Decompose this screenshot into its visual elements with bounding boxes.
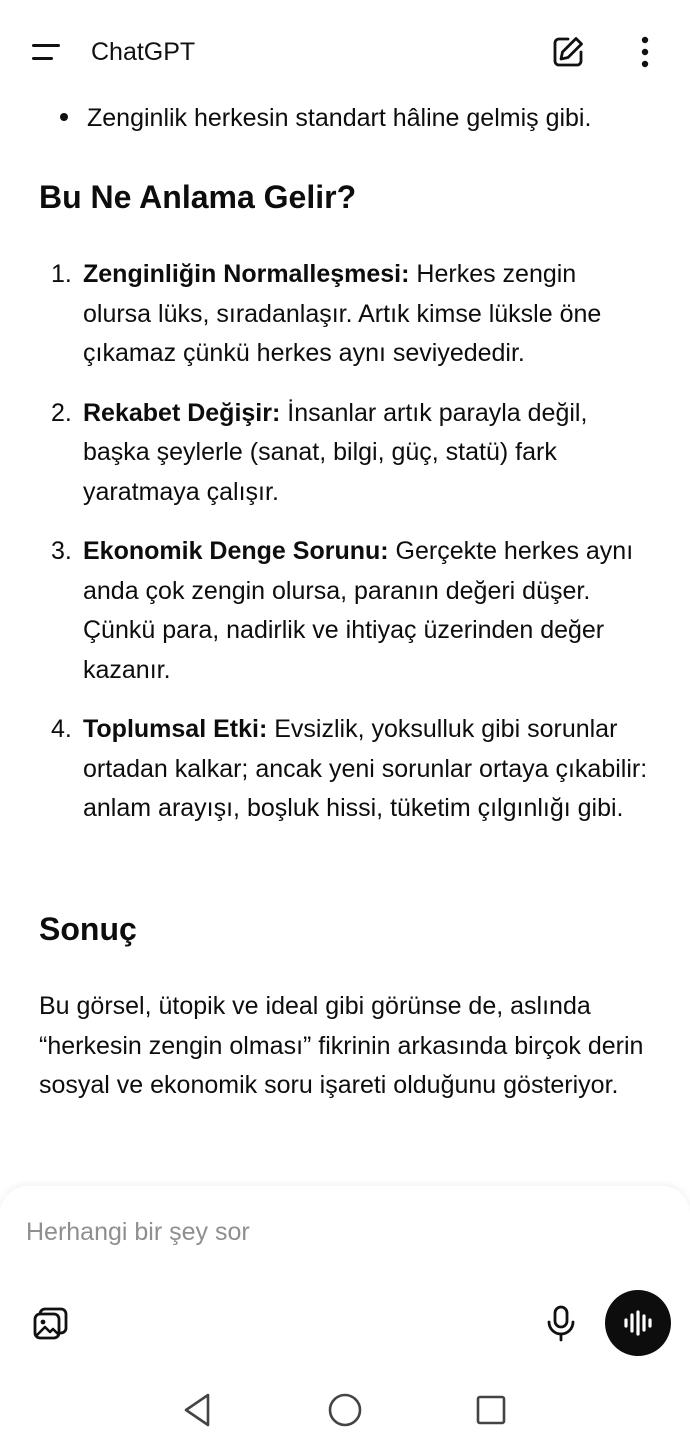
- point-title: Toplumsal Etki:: [83, 715, 268, 743]
- heading-meaning: Bu Ne Anlama Gelir?: [39, 179, 357, 215]
- list-number: 1.: [51, 260, 72, 288]
- menu-icon: [32, 44, 60, 47]
- result-paragraph: Bu görsel, ütopik ve ideal gibi görünse de, aslında “herkesin zengin olması” fikrinin arkasında birçok derin sosyal ve ekonomik soru işareti olduğunu gösteriyor.: [39, 992, 644, 1099]
- edit-icon: [546, 30, 590, 74]
- point-title: Zenginliğin Normalleşmesi:: [83, 260, 410, 288]
- point-text: Gerçekte herkes aynı anda çok zengin olursa, paranın değeri düşer. Çünkü para, nadirlik ve ihtiyaç üzerinden değer kazanır.: [83, 537, 634, 684]
- numbered-list: [0, 255, 690, 849]
- more-options-button[interactable]: [623, 30, 667, 74]
- list-number: 3.: [51, 537, 72, 565]
- bullet-dot: [60, 113, 68, 121]
- list-item: [0, 710, 690, 829]
- point-title: Ekonomik Denge Sorunu:: [83, 537, 389, 565]
- list-item: [0, 394, 690, 513]
- top-app-bar: [0, 0, 690, 104]
- point-text: İnsanlar artık parayla değil, başka şeylerle (sanat, bilgi, güç, statü) fark yaratmaya çalışır.: [83, 398, 588, 506]
- home-circle-icon: [325, 1390, 365, 1430]
- attach-image-button[interactable]: [30, 1301, 74, 1345]
- microphone-button[interactable]: [539, 1301, 583, 1345]
- system-navigation-bar: [0, 1366, 690, 1449]
- back-triangle-icon: [178, 1390, 218, 1430]
- prompt-input[interactable]: [26, 1208, 586, 1256]
- nav-back-button[interactable]: [178, 1390, 218, 1430]
- point-text: Herkes zengin olursa lüks, sıradanlaşır. Artık kimse lüksle öne çıkamaz çünkü herkes aynı seviyededir.: [83, 260, 602, 367]
- more-vertical-icon: [623, 30, 667, 74]
- recent-square-icon: [471, 1390, 511, 1430]
- nav-recent-button[interactable]: [471, 1390, 511, 1430]
- bullet-item: [60, 98, 591, 138]
- list-number: 2.: [51, 398, 72, 427]
- microphone-icon: [539, 1301, 583, 1345]
- voice-mode-icon: [622, 1307, 654, 1339]
- list-item: [0, 255, 690, 374]
- point-title: Rekabet Değişir:: [83, 398, 281, 427]
- list-item: [0, 532, 690, 690]
- voice-mode-button[interactable]: [605, 1290, 671, 1356]
- message-composer: [0, 1186, 690, 1366]
- list-number: 4.: [51, 715, 72, 743]
- app-title: ChatGPT: [91, 38, 196, 66]
- nav-home-button[interactable]: [325, 1390, 365, 1430]
- menu-icon-line: [32, 57, 53, 60]
- menu-button[interactable]: [22, 30, 70, 74]
- heading-result: Sonuç: [39, 911, 137, 947]
- new-chat-button[interactable]: [546, 30, 590, 74]
- image-attach-icon: [30, 1301, 74, 1345]
- point-text: Evsizlik, yoksulluk gibi sorunlar ortadan kalkar; ancak yeni sorunlar ortaya çıkabilir: anlam arayışı, boşluk hissi, tüketim çılgınlığı gibi.: [83, 715, 648, 822]
- bullet-text: Zenginlik herkesin standart hâline gelmiş gibi.: [87, 104, 592, 132]
- assistant-message: [0, 96, 690, 1176]
